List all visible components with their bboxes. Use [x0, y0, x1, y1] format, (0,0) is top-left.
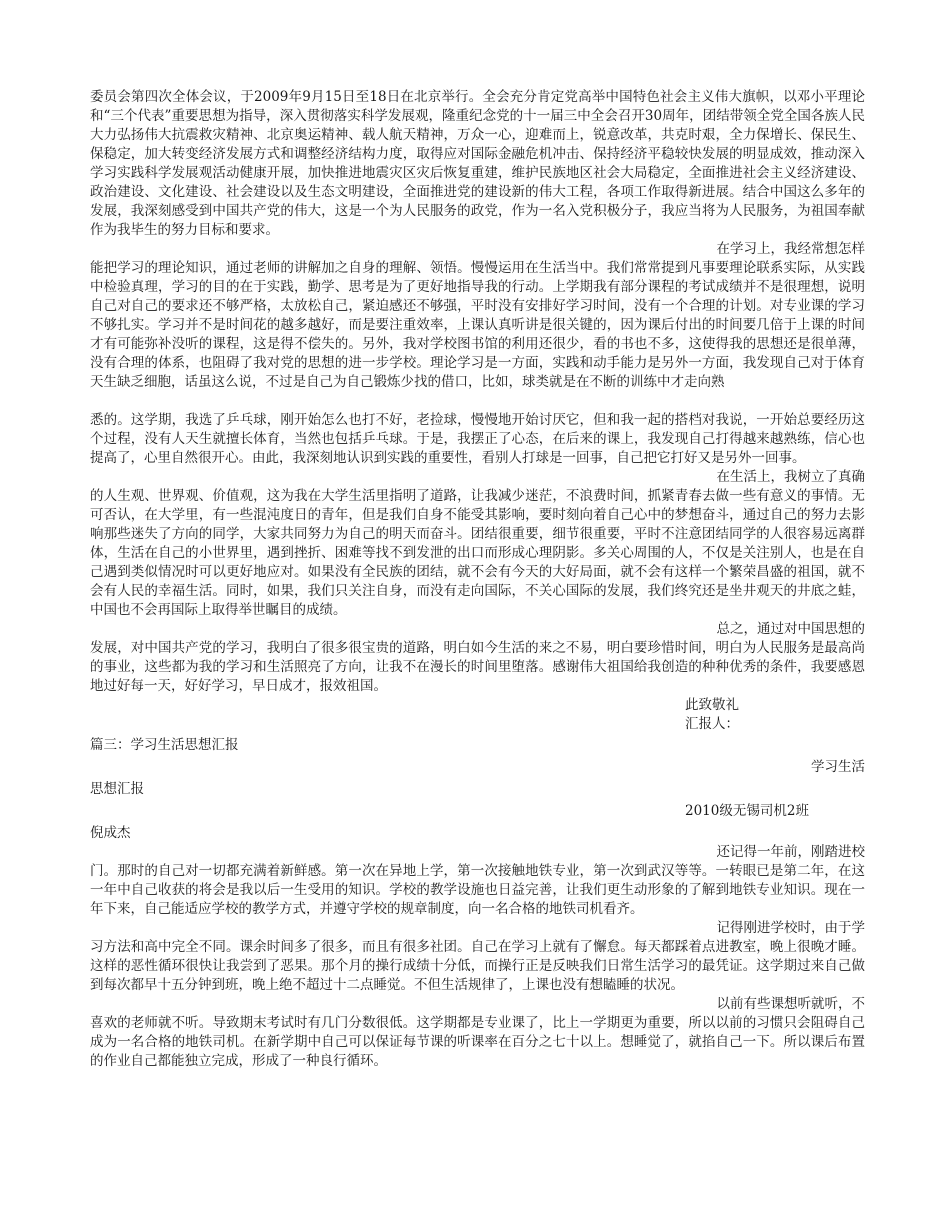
- summary-paragraph-lead: 总之，通过对中国思想的: [716, 621, 865, 637]
- life-paragraph-lead: 在生活上，我树立了真确: [716, 469, 865, 485]
- study-paragraph: 能把学习的理论知识，通过老师的讲解加之自身的理解、领悟。慢慢运用在生活当中。我们常常提到凡事要理论联系实际，从实践中检验真理，学习的目的在于实践，勤学、思考是为了更好地指导我的行动。上学期我有部分课程的考试成绩并不是很理想，说明自己对自己的要求还不够严格，太放松自己，紧迫感还不够强，平时没有安排好学习时间，没有一个合理的计划。对专业课的学习不够扎实。学习并不是时间花的越多越好，而是要注重效率，上课认真听讲是很关键的，因为课后付出的时间要几倍于上课的时间才有可能弥补没听的课程，这是得不偿失的。另外，我对学校图书馆的利用还很少，看的书也不多，这使得我的思想还是很单薄，没有合理的体系，也阻碍了我对党的思想的进一步学校。理论学习是一方面，实践和动手能力是另外一方面，我发现自己对于体育天生缺乏细胞，话虽这么说，不过是自己为自己锻炼少找的借口，比如，球类就是在不断的训练中才走向熟: [90, 260, 865, 390]
- page-gap: [90, 392, 865, 411]
- study-paragraph-continued: 悉的。这学期，我选了乒乓球，刚开始怎么也打不好，老捡球，慢慢地开始讨厌它，但和我一起的搭档对我说，一开始总要经历这个过程，没有人天生就擅长体育，当然也包括乒乓球。于是，我摆正了心态，在后来的课上，我发现自己打得越来越熟练，信心也提高了，心里自然很开心。由此，我深刻地认识到实践的重要性，看别人打球是一回事，自己把它打好又是另外一回事。: [90, 412, 865, 466]
- classes-paragraph: 喜欢的老师就不听。导致期末考试时有几门分数很低。这学期都是专业课了，比上一学期更为重要，所以以前的习惯只会阻碍自己成为一名合格的地铁司机。在新学期中自己可以保证每节课的听课率在百分之七十以上。想睡觉了，就掐自己一下。所以课后布置的作业自己都能独立完成，形成了一种良行循环。: [90, 1015, 865, 1069]
- class-name: 2010级无锡司机2班: [685, 803, 809, 819]
- document-page: [90, 88, 865, 1071]
- study-paragraph-lead: 在学习上，我经常想怎样: [716, 241, 865, 257]
- first-year-paragraph: 门。那时的自己对一切都充满着新鲜感。第一次在异地上学，第一次接触地铁专业，第一次到武汉等等。一转眼已是第二年，在这一年中自己收获的将会是我以后一生受用的知识。学校的教学设施也日益完善，让我们更生动形象的了解到地铁专业知识。现在一年下来，自己能适应学校的教学方式，并遵守学校的规章制度，向一名合格的地铁司机看齐。: [90, 863, 865, 917]
- life-paragraph: 的人生观、世界观、价值观，这为我在大学生活里指明了道路，让我减少迷茫，不浪费时间，抓紧青春去做一些有意义的事情。无可否认，在大学里，有一些混沌度日的青年，但是我们自身不能受其影响，要时刻向着自己心中的梦想奋斗，通过自己的努力去影响那些迷失了方向的同学，大家共同努力为自己的明天而奋斗。团结很重要，细节很重要，平时不注意团结同学的人很容易远离群体，生活在自己的小世界里，遇到挫折、困难等找不到发泄的出口而形成心理阴影。多关心周围的人，不仅是关注别人，也是在自己遇到类似情况时可以更好地应对。如果没有全民族的团结，就不会有今天的大好局面，就不会有这样一个繁荣昌盛的祖国，就不会有人民的幸福生活。同时，如果，我们只关注自身，而没有走向国际，不关心国际的发展，我们终究还是坐井观天的井底之蛙，中国也不会再国际上取得举世瞩目的成绩。: [90, 488, 865, 618]
- closing-salutation: 此致敬礼: [685, 697, 739, 713]
- summary-paragraph: 发展，对中国共产党的学习，我明白了很多很宝贵的道路，明白如今生活的来之不易，明白要珍惜时间，明白为人民服务是最高尚的事业，这些都为我的学习和生活照亮了方向，让我不在漫长的时间里堕落。感谢伟大祖国给我创造的种种优秀的条件，我要感恩地过好每一天，好好学习，早日成才，报效祖国。: [90, 640, 865, 694]
- reporter-label: 汇报人：: [685, 716, 739, 732]
- section-title: 篇三：学习生活思想汇报: [90, 737, 239, 753]
- habits-paragraph-lead: 记得刚进学校时，由于学: [716, 920, 865, 936]
- first-year-paragraph-lead: 还记得一年前，刚踏进校: [716, 844, 865, 860]
- habits-paragraph: 习方法和高中完全不同。课余时间多了很多，而且有很多社团。自己在学习上就有了懈怠。每天都踩着点进教室，晚上很晚才睡。这样的恶性循环很快让我尝到了恶果。那个月的操行成绩十分低，而操行正是反映我们日常生活学习的最凭证。这学期过来自己做到每次都早十五分钟到班，晚上绝不超过十二点睡觉。不但生活规律了，上课也没有想瞌睡的状况。: [90, 939, 865, 993]
- author-name: 倪成杰: [90, 825, 131, 841]
- party-congress-paragraph: 委员会第四次全体会议，于2009年9月15日至18日在北京举行。全会充分肯定党高举中国特色社会主义伟大旗帜，以邓小平理论和“三个代表”重要思想为指导，深入贯彻落实科学发展观，隆重纪念党的十一届三中全会召开30周年，团结带领全党全国各族人民大力弘扬伟大抗震救灾精神、北京奥运精神、载人航天精神，万众一心，迎难而上，锐意改革，共克时艰，全力保增长、保民生、保稳定，加大转变经济发展方式和调整经济结构力度，取得应对国际金融危机冲击、保持经济平稳较快发展的明显成效，推动深入学习实践科学发展观活动健康开展，加快推进地震灾区灾后恢复重建，维护民族地区社会大局稳定，全面推进社会主义经济建设、政治建设、文化建设、社会建设以及生态文明建设，全面推进党的建设新的伟大工程，各项工作取得新进展。结合中国这么多年的发展，我深刻感受到中国共产党的伟大，这是一个为人民服务的政党，作为一名入党积极分子，我应当将为人民服务，为祖国奉献作为我毕生的努力目标和要求。: [90, 89, 865, 238]
- doc-title-part2: 思想汇报: [90, 781, 144, 797]
- classes-paragraph-lead: 以前有些课想听就听，不: [716, 996, 865, 1012]
- doc-title-part1: 学习生活: [811, 759, 865, 775]
